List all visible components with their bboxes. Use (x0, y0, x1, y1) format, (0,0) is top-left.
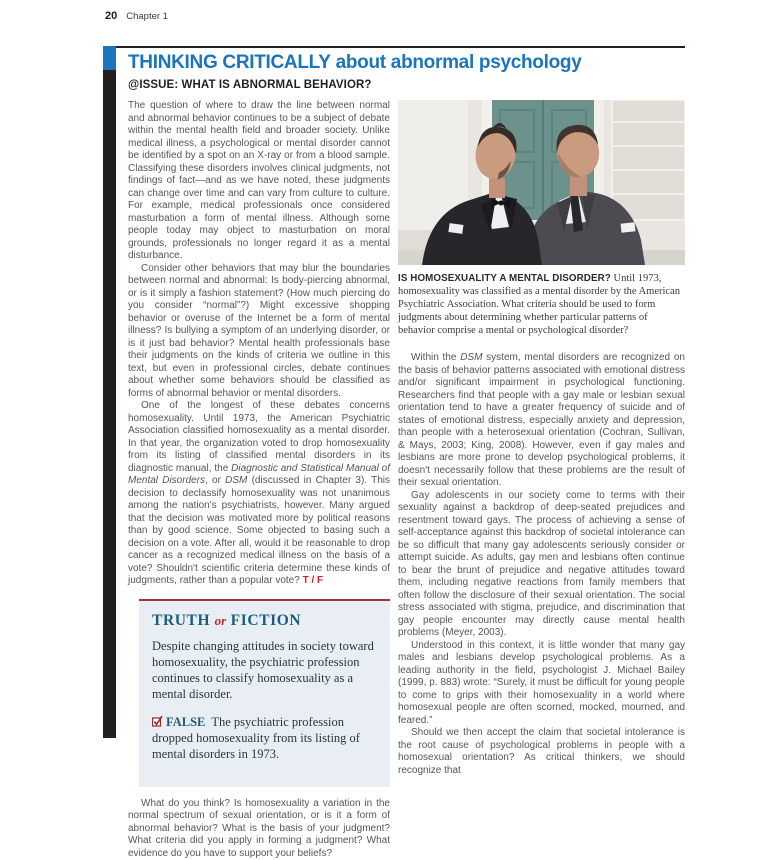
right-paragraph-2: Gay adolescents in our society come to terms with their sexuality against a backdrop of deep-seated prejudices and resentment toward gays. The process of achieving a sense of self-acceptance against this backdrop of societal intolerance can be so difficult that many gay adolescents seriously consider or attempt suicide. As adults, gay men and lesbians often continue to bear the brunt of prejudice and negative attitudes toward them, including negative reactions from family members that often follow the disclosure of their sexual orientation. The social stress associated with stigma, prejudice, and discrimination that gay people encounter may directly cause mental health problems (Meyer, 2003). (398, 490, 685, 640)
verdict-text: The psychiatric profession dropped homosexuality from its listing of mental disorders in 1973. (152, 715, 360, 761)
truth-or-fiction-box (139, 599, 390, 787)
feature-title (128, 52, 581, 74)
issue-heading: @ISSUE: WHAT IS ABNORMAL BEHAVIOR? (128, 79, 372, 91)
truth-or-fiction-claim: Despite changing attitudes in society toward homosexuality, the psychiatric profession continues to classify homosexuality as a mental disorder. (152, 638, 377, 702)
truth-or-fiction-marker: T / F (303, 575, 324, 586)
left-paragraph-2: Consider other behaviors that may blur the boundaries between normal and abnormal: Is body-piercing abnormal, or is it simply a fashion statement? (How much piercing do you consider “normal”?) Might excessive shopping behavior or overuse of the Internet be a form of mental illness? Is bullying a symptom of an underlying disorder, or is it just bad behavior? Mental health professionals base their judgments on the kinds of criteria we outline in this text, but even in professional circles, debate continues about whether some behaviors should be classified as forms of abnormal behavior or mental disorders. (128, 263, 390, 401)
photo-caption (398, 272, 685, 337)
left-paragraph-4: What do you think? Is homosexuality a variation in the normal spectrum of sexual orientation, or is it a form of abnormal behavior? What is the basis of your judgment? What criteria did you apply in forming a judgment? What evidence do you have to support your beliefs? (128, 798, 390, 860)
page-header (105, 10, 168, 22)
stone-blocks (612, 100, 685, 220)
truth-or-fiction-or: or (215, 613, 227, 628)
left-paragraph-1: The question of where to draw the line between normal and abnormal behavior continues to be a subject of debate within the mental health field and broader society. Unlike medical illness, a psychological or mental disorder cannot be identified by a spot on an X-ray or from a blood sample. Classifying these disorders involves clinical judgments, not findings of fact—and as we have noted, these judgments can change over time and can vary from culture to culture. For example, medical professionals once considered masturbation a form of mental illness. Although some people today may object to masturbation on moral grounds, professionals no longer regard it as a mental disturbance. (128, 100, 390, 263)
photo-caption-lead: IS HOMOSEXUALITY A MENTAL DISORDER? (398, 273, 611, 284)
feature-side-bar (103, 46, 116, 738)
truth-or-fiction-verdict (152, 714, 377, 762)
feature-top-rule (103, 46, 685, 48)
left-column (128, 100, 390, 860)
feature-title-sub: about abnormal psychology (336, 52, 582, 73)
feature-title-main: THINKING CRITICALLY (128, 52, 331, 73)
checkbox-checked-icon (152, 715, 163, 727)
feature-side-bar-accent (103, 46, 116, 70)
truth-or-fiction-title: TRUTH or FICTION (152, 612, 377, 630)
right-paragraph-1: Within the DSM system, mental disorders are recognized on the basis of behavior patterns associated with emotional distress and/or significant impairment in psychological functioning. Researchers find that people with a gay male or lesbian sexual orientation tend to have a greater frequency of suicide and of states of emotional distress, especially anxiety and depression, than people with a heterosexual orientation (Cochran, Sullivan, & Mays, 2003; King, 2008). However, even if gay males and lesbians are more prone to develop psychological problems, it doesn't necessarily follow that these problems are the result of their sexual orientation. (398, 352, 685, 490)
verdict-label: FALSE (166, 715, 205, 729)
photo-caption-text: Until 1973, homosexuality was classified as a mental disorder by the American Psychiatric Association. What criteria should be used to form judgments about determining whether particular patterns of behavior comprise a mental or psychological disorder? (398, 273, 680, 336)
wedding-couple-photo (398, 100, 685, 265)
page-number: 20 (105, 10, 117, 22)
left-paragraph-3: One of the longest of these debates concerns homosexuality. Until 1973, the American Psychiatric Association classified homosexuality as a mental disorder. In that year, the organization voted to drop homosexuality from its listing of classified mental disorders in its diagnostic manual, the Diagnostic and Statistical Manual of Mental Disorders, or DSM (discussed in Chapter 3). This decision to declassify homosexuality was not unanimous among the nation's psychiatrists, however. Many argued that the decision was motivated more by political reasons than by good science. Some objected to basing such a decision on a vote. After all, would it be reasonable to drop cancer as a recognized medical illness on the basis of a vote? Shouldn't scientific criteria determine these kinds of judgments, rather than a popular vote? T / F (128, 400, 390, 588)
right-paragraph-4: Should we then accept the claim that societal intolerance is the root cause of psychological problems in people with a homosexual orientation? As critical thinkers, we should recognize that (398, 727, 685, 777)
right-paragraph-3: Understood in this context, it is little wonder that many gay males and lesbians develop psychological problems. As a leading authority in the field, psychologist J. Michael Bailey (1999, p. 883) wrote: “Surely, it must be difficult for young people to come to grips with their homosexuality in a world where homosexual people are often scorned, mocked, mourned, and feared.” (398, 640, 685, 728)
dsm-manual-title: Diagnostic and Statistical Manual of Mental Disorders (128, 463, 390, 487)
dsm-abbrev-right: DSM (460, 352, 482, 363)
right-column-body (398, 352, 685, 777)
right-column (398, 100, 685, 777)
chapter-label: Chapter 1 (126, 11, 168, 22)
dsm-abbrev: DSM (225, 475, 247, 486)
